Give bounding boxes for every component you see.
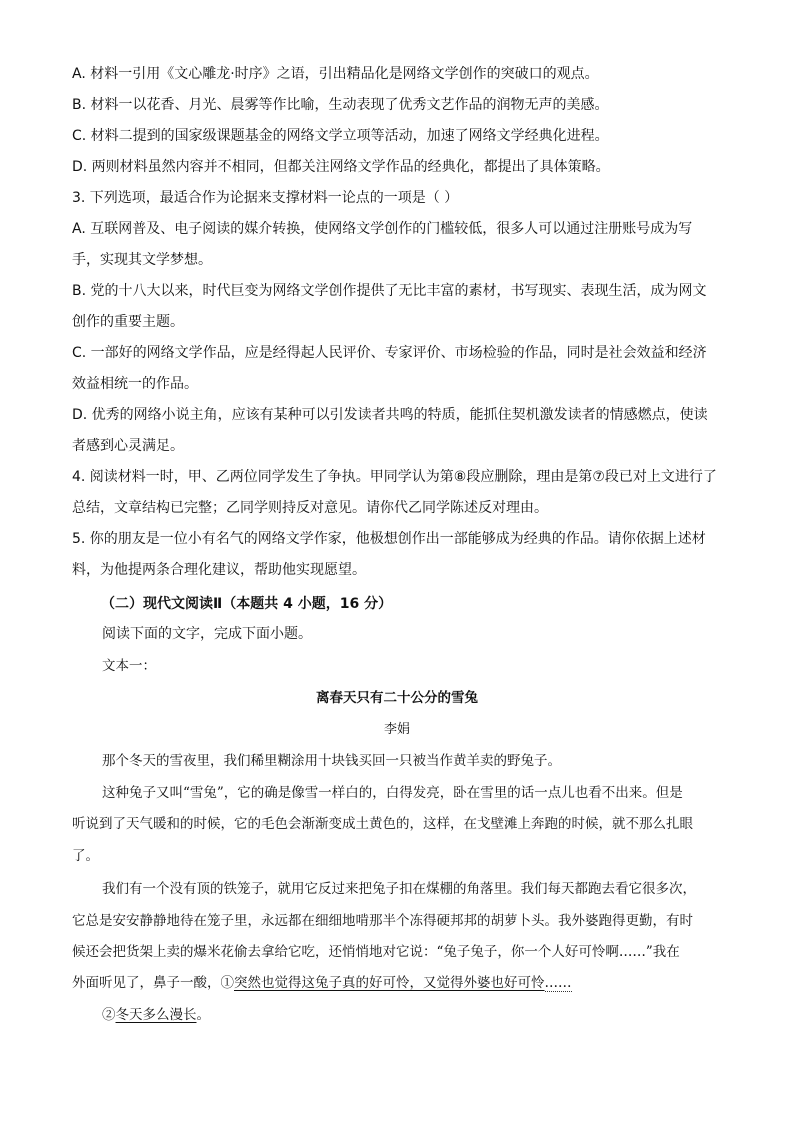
underlined-sentence-1: 突然也觉得这兔子真的好可怜，又觉得外婆也好可怜 bbox=[234, 975, 545, 991]
q3-option-a-line2: 手，实现其文学梦想。 bbox=[72, 252, 212, 268]
q3-option-d-line1: D. 优秀的网络小说主角，应该有某种可以引发读者共鸣的特质，能抓住契机激发读者的情感燃点，使读 bbox=[72, 407, 708, 423]
q3-option-d-line2: 者感到心灵满足。 bbox=[72, 438, 184, 454]
q5-line1: 5. 你的朋友是一位小有名气的网络文学作家，他极想创作出一部能够成为经典的作品。请你依据上述材 bbox=[72, 531, 706, 547]
q3-option-a-line1: A. 互联网普及、电子阅读的媒介转换，使网络文学创作的门槛较低，很多人可以通过注册账号成为写 bbox=[72, 221, 693, 237]
q3-option-b-line2: 创作的重要主题。 bbox=[72, 314, 184, 330]
story-paragraph-3-line2: 它总是安安静静地待在笼子里，永远都在细细地啃那半个冻得硬邦邦的胡萝卜头。我外婆跑得更勤，有时 bbox=[72, 913, 693, 929]
story-paragraph-3-line1: 我们有一个没有顶的铁笼子，就用它反过来把兔子扣在煤棚的角落里。我们每天都跑去看它很多次， bbox=[102, 881, 696, 897]
story-paragraph-2-line1: 这种兔子又叫“雪兔”，它的确是像雪一样白的，白得发亮，卧在雪里的话一点儿也看不出来。但是 bbox=[102, 785, 683, 801]
q3-option-b-line1: B. 党的十八大以来，时代巨变为网络文学创作提供了无比丰富的素材，书写现实、表现生活，成为网文 bbox=[72, 283, 707, 299]
story-paragraph-3-line3: 候还会把货架上卖的爆米花偷去拿给它吃，还悄悄地对它说：“兔子兔子，你一个人好可怜啊……”我在 bbox=[72, 944, 680, 960]
q2-option-c: C. 材料二提到的国家级课题基金的网络文学立项等活动，加速了网络文学经典化进程。 bbox=[72, 128, 609, 144]
text-label: 文本一： bbox=[102, 658, 156, 674]
story-title: 离春天只有二十公分的雪兔 bbox=[316, 690, 478, 706]
marker-2: ② bbox=[102, 1007, 116, 1023]
q2-option-b: B. 材料一以花香、月光、晨雾等作比喻，生动表现了优秀文艺作品的润物无声的美感。 bbox=[72, 97, 609, 113]
q3-stem: 3. 下列选项，最适合作为论据来支撑材料一论点的一项是（ ） bbox=[72, 190, 459, 206]
underlined-sentence-2: 冬天多么漫长 bbox=[115, 1007, 197, 1023]
story-paragraph-2-line3: 了。 bbox=[72, 848, 99, 864]
story-paragraph-2-line2: 听说到了天气暖和的时候，它的毛色会渐渐变成土黄色的，这样，在戈壁滩上奔跑的时候，就不那么扎眼 bbox=[72, 816, 693, 832]
story-paragraph-1: 那个冬天的雪夜里，我们稀里糊涂用十块钱买回一只被当作黄羊卖的野兔子。 bbox=[102, 753, 561, 769]
q4-line2: 总结，文章结构已完整；乙同学则持反对意见。请你代乙同学陈述反对理由。 bbox=[72, 500, 548, 516]
q2-option-d: D. 两则材料虽然内容并不相同，但都关注网络文学作品的经典化，都提出了具体策略。 bbox=[72, 159, 610, 175]
q2-option-a: A. 材料一引用《文心雕龙·时序》之语，引出精品化是网络文学创作的突破口的观点。 bbox=[72, 66, 599, 82]
q4-line1: 4. 阅读材料一时，甲、乙两位同学发生了争执。甲同学认为第⑧段应删除，理由是第⑦段已对上文进行了 bbox=[72, 469, 717, 485]
story-author: 李娟 bbox=[383, 722, 410, 737]
q5-line2: 料，为他提两条合理化建议，帮助他实现愿望。 bbox=[72, 562, 366, 578]
marker-1: ① bbox=[220, 975, 234, 991]
story-paragraph-3-line4 bbox=[72, 973, 572, 993]
section-instruction: 阅读下面的文字，完成下面小题。 bbox=[102, 626, 312, 642]
q3-option-c-line1: C. 一部好的网络文学作品，应是经得起人民评价、专家评价、市场检验的作品，同时是社会效益和经济 bbox=[72, 345, 707, 361]
section-heading: （二）现代文阅读Ⅱ（本题共 4 小题，16 分） bbox=[101, 596, 393, 612]
ellipsis: …… bbox=[544, 975, 572, 991]
line4-prefix: 外面听见了，鼻子一酸， bbox=[72, 975, 221, 991]
sentence-end: 。 bbox=[196, 1007, 210, 1023]
story-paragraph-4 bbox=[102, 1005, 210, 1025]
q3-option-c-line2: 效益相统一的作品。 bbox=[72, 376, 198, 392]
